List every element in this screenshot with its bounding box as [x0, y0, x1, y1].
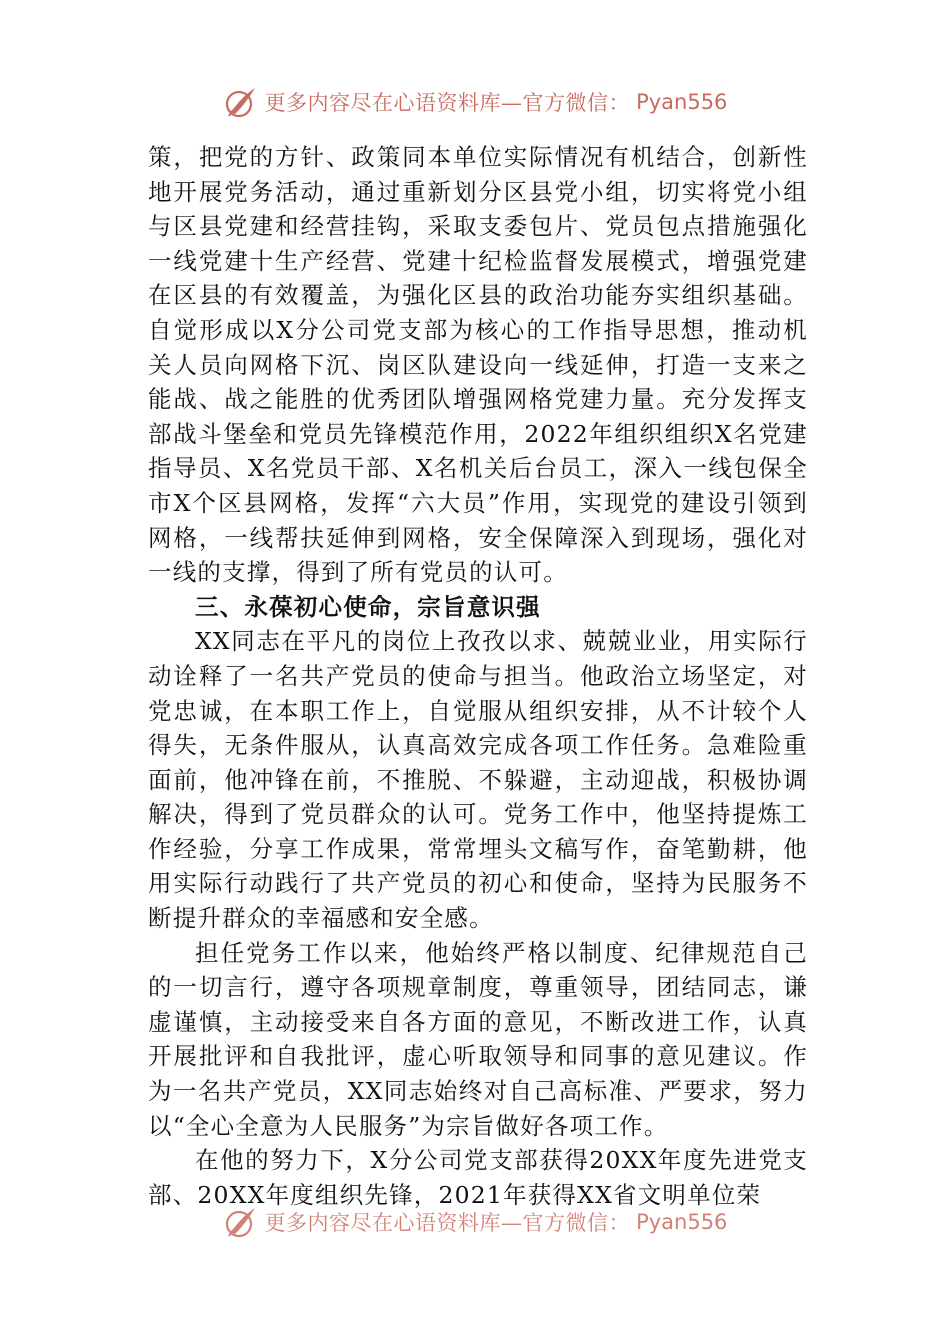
banner-text: 更多内容尽在心语资料库—官方微信： — [264, 91, 631, 115]
section-heading: 三、永葆初心使命，宗旨意识强 — [195, 592, 541, 621]
banner-text: 更多内容尽在心语资料库—官方微信： — [264, 1211, 631, 1235]
document-body — [148, 140, 808, 1212]
footer-watermark-banner — [0, 1202, 950, 1242]
paragraph-service-spirit: XX同志在平凡的岗位上孜孜以求、兢兢业业，用实际行动诠释了一名共产党员的使命与担当。他政治立场坚定，对党忠诚，在本职工作上，自觉服从组织安排，从不计较个人得失，无条件服从，认真高效完成各项工作任务。急难险重面前，他冲锋在前，不推脱、不躲避，主动迎战，积极协调解决，得到了党员群众的认可。党务工作中，他坚持提炼工作经验，分享工作成果，常常埋头文稿写作，奋笔勤耕，他用实际行动践行了共产党员的初心和使命，坚持为民服务不断提升群众的幸福感和安全感。 — [148, 627, 808, 933]
paragraph-honors: 在他的努力下，X分公司党支部获得20XX年度先进党支部、20XX年度组织先锋，2021年获得XX省文明单位荣 — [148, 1146, 808, 1209]
quill-logo-icon — [223, 84, 259, 120]
banner-wechat-handle: Pyan556 — [636, 90, 728, 114]
banner-wechat-handle: Pyan556 — [636, 1210, 728, 1234]
header-watermark-banner — [0, 82, 950, 122]
quill-logo-icon — [223, 1204, 259, 1240]
paragraph-continuation: 策，把党的方针、政策同本单位实际情况有机结合，创新性地开展党务活动，通过重新划分区县党小组，切实将党小组与区县党建和经营挂钩，采取支委包片、党员包点措施强化一线党建十生产经营、党建十纪检监督发展模式，增强党建在区县的有效覆盖，为强化区县的政治功能夯实组织基础。自觉形成以X分公司党支部为核心的工作指导思想，推动机关人员向网格下沉、岗区队建设向一线延伸，打造一支来之能战、战之能胜的优秀团队增强网格党建力量。充分发挥支部战斗堡垒和党员先锋模范作用，2022年组织组织X名党建指导员、X名党员干部、X名机关后台员工，深入一线包保全市X个区县网格，发挥“六大员”作用，实现党的建设引领到网格，一线帮扶延伸到网格，安全保障深入到现场，强化对一线的支撑，得到了所有党员的认可。 — [148, 143, 808, 587]
paragraph-discipline: 担任党务工作以来，他始终严格以制度、纪律规范自己的一切言行，遵守各项规章制度，尊重领导，团结同志，谦虚谨慎，主动接受来自各方面的意见，不断改进工作，认真开展批评和自我批评，虚心听取领导和同事的意见建议。作为一名共产党员，XX同志始终对自己高标准、严要求，努力以“全心全意为人民服务”为宗旨做好各项工作。 — [148, 938, 808, 1140]
